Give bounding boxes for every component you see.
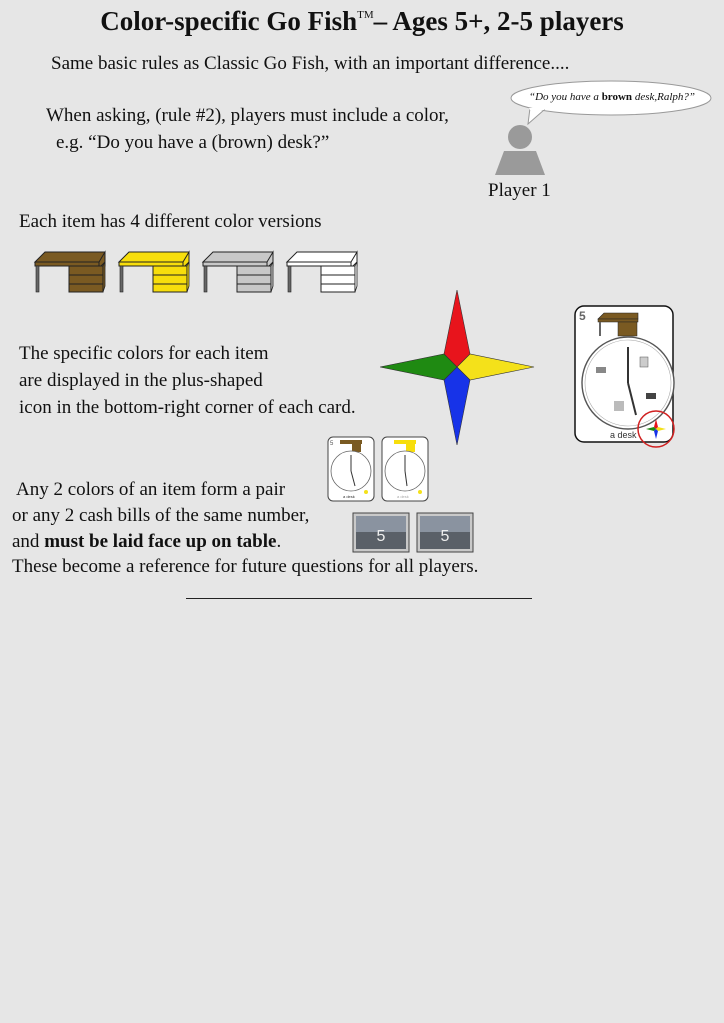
card-label: a desk [610,430,637,440]
pair-text-line2: or any 2 cash bills of the same number, [12,505,310,526]
svg-text:5: 5 [330,441,334,447]
pair-text-line4: These become a reference for future questions for all players. [12,556,479,577]
sample-card [574,305,678,451]
color-star-icon [380,290,536,446]
cash-bills [352,512,476,554]
pair-cards [326,436,432,504]
svg-text:5: 5 [376,528,386,545]
player-label: Player 1 [488,180,551,201]
page-title: Color-specific Go Fish™– Ages 5+, 2-5 players [100,6,624,36]
yellow-desk-icon [119,252,189,292]
pair-text-line1: Any 2 colors of an item form a pair [16,479,286,500]
intro-text: Same basic rules as Classic Go Fish, with an important difference.... [51,53,570,74]
trademark: TM [357,9,374,21]
svg-text:a desk: a desk [397,494,409,499]
desk-versions [33,248,363,296]
divider-line [186,598,532,599]
person-icon [494,124,546,176]
brown-desk-icon [35,252,105,292]
asking-rule-line1: When asking, (rule #2), players must include a color, [46,105,449,126]
gray-desk-icon [203,252,273,292]
card-number: 5 [579,309,586,323]
white-desk-icon [287,252,357,292]
asking-rule-line2: e.g. “Do you have a (brown) desk?” [56,132,330,153]
color-versions-text: Each item has 4 different color versions [19,211,322,232]
colors-text-line2: are displayed in the plus-shaped [19,370,263,391]
colors-text-line1: The specific colors for each item [19,343,269,364]
pair-text-line3: and must be laid face up on table. [12,531,282,552]
colors-text-line3: icon in the bottom-right corner of each card. [19,397,356,418]
svg-text:5: 5 [440,528,450,545]
svg-text:a desk: a desk [343,494,355,499]
speech-text: “Do you have a brown desk,Ralph?” [528,91,696,103]
